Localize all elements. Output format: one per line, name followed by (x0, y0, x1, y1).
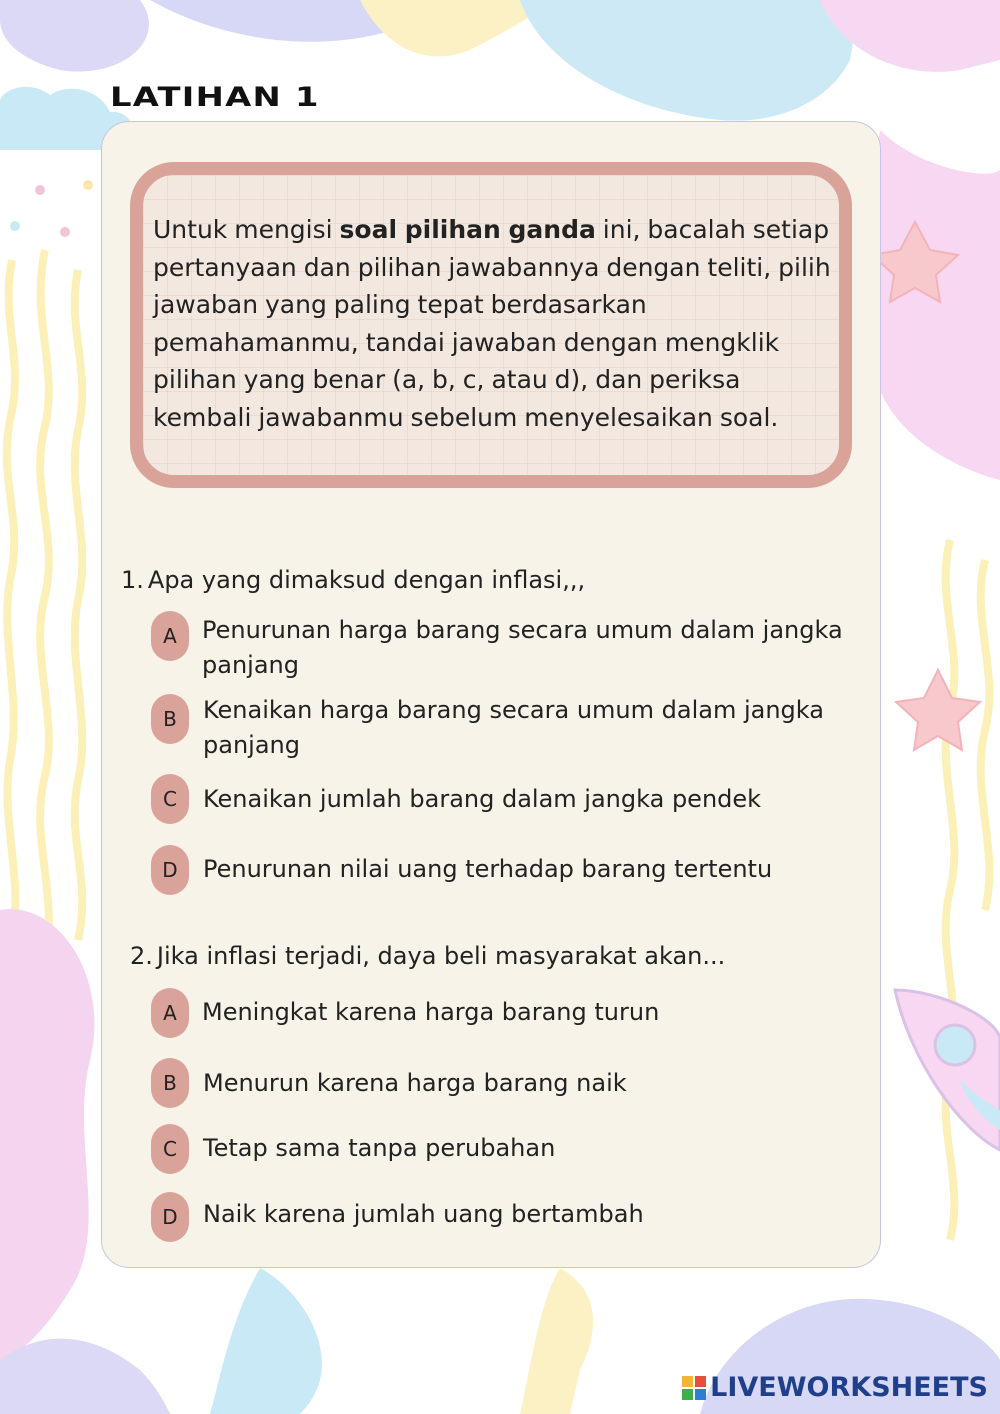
question-2 (130, 942, 725, 970)
q1-option-c-text[interactable]: Kenaikan jumlah barang dalam jangka pendek (203, 785, 762, 813)
question-text: Apa yang dimaksud dengan inflasi,,, (147, 566, 586, 594)
question-number: 2. (130, 942, 153, 970)
question-1 (121, 566, 585, 594)
instructions-bold-text: soal pilihan ganda (339, 215, 596, 244)
instructions-text (153, 211, 843, 436)
page-title: LATIHAN 1 (110, 82, 320, 113)
q2-option-d-button[interactable]: D (151, 1192, 189, 1242)
brand-text: LIVEWORKSHEETS (710, 1372, 988, 1403)
q1-option-b-button[interactable]: B (151, 694, 189, 744)
q1-option-a-button[interactable]: A (151, 611, 189, 661)
q2-option-b-text[interactable]: Menurun karena harga barang naik (203, 1069, 627, 1097)
liveworksheets-brand[interactable] (682, 1372, 988, 1403)
q1-option-c-button[interactable]: C (151, 774, 189, 824)
q2-option-a-button[interactable]: A (151, 988, 189, 1038)
q1-option-d-text[interactable]: Penurunan nilai uang terhadap barang tertentu (203, 855, 773, 883)
q1-option-b-text[interactable]: Kenaikan harga barang secara umum dalam jangka panjang (203, 696, 824, 759)
q2-option-c-button[interactable]: C (151, 1124, 189, 1174)
q2-option-c-text[interactable]: Tetap sama tanpa perubahan (203, 1134, 556, 1162)
question-text: Jika inflasi terjadi, daya beli masyarakat akan... (156, 942, 726, 970)
q1-option-d-button[interactable]: D (151, 845, 189, 895)
q2-option-b-button[interactable]: B (151, 1058, 189, 1108)
q2-option-d-text[interactable]: Naik karena jumlah uang bertambah (203, 1200, 644, 1228)
instructions-text-part: ini, bacalah setiap pertanyaan dan pilihan jawabannya dengan teliti, pilih jawaban yang paling tepat berdasarkan pemahamanmu, tandai jawaban dengan mengklik pilihan yang benar (a, b, c, atau d), dan periksa kembali jawabanmu sebelum menyelesaikan soal. (153, 215, 831, 432)
liveworksheets-logo-icon (682, 1376, 706, 1400)
q1-option-a-text[interactable]: Penurunan harga barang secara umum dalam jangka panjang (202, 616, 843, 679)
question-number: 1. (121, 566, 144, 594)
instructions-text-part: Untuk mengisi (153, 215, 340, 244)
q2-option-a-text[interactable]: Meningkat karena harga barang turun (202, 998, 660, 1026)
